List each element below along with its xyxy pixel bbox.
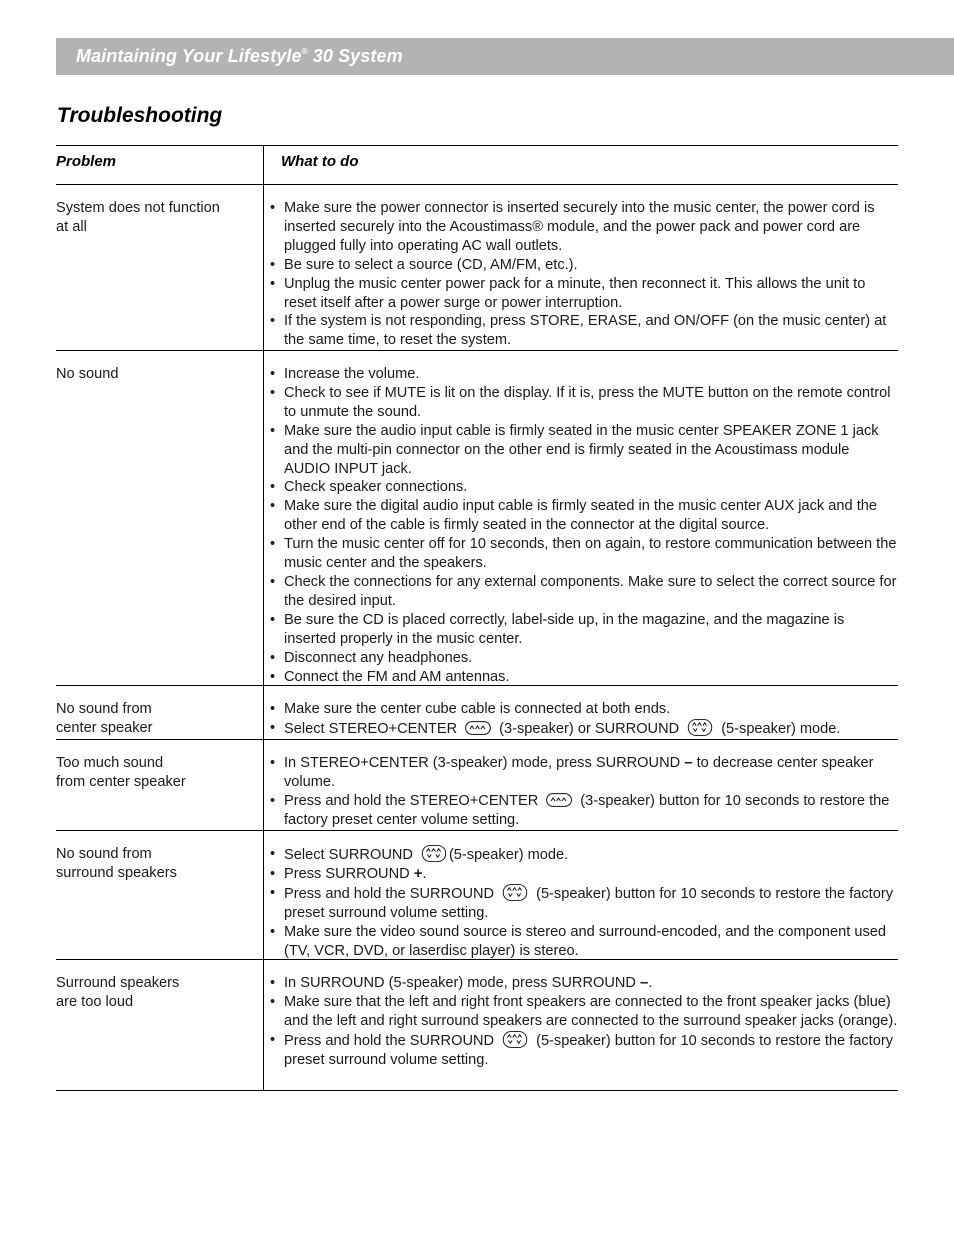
column-header-what-to-do: What to do [281, 153, 359, 170]
solution-list [270, 974, 898, 1070]
surround-5-speaker-icon [502, 884, 528, 901]
minus-symbol: – [640, 974, 649, 991]
table-row [56, 960, 898, 1091]
table-row [56, 185, 898, 351]
column-header-problem: Problem [56, 153, 117, 170]
list-item: • Make sure that the left and right front speakers are connected to the front speaker jacks (blue) and the left and right surround speakers are connected to the surround speaker jacks (orange). [270, 993, 898, 1029]
solution-list [270, 199, 898, 350]
solution-list [270, 754, 898, 830]
list-item: • Be sure the CD is placed correctly, label-side up, in the magazine, and the magazine is inserted properly in the music center. [270, 611, 845, 647]
list-item: • In SURROUND (5-speaker) mode, press SURROUND –. [270, 974, 653, 991]
table-row [56, 351, 898, 686]
problem-cell: Too much sound from center speaker [56, 755, 186, 790]
plus-symbol: + [413, 864, 423, 882]
list-item: • Make sure the video sound source is stereo and surround-encoded, and the component used (TV, VCR, DVD, or laserdisc player) is stereo. [270, 923, 886, 959]
troubleshooting-table [56, 145, 898, 1091]
list-item: • Connect the FM and AM antennas. [270, 668, 510, 685]
section-banner [56, 38, 954, 75]
list-item: • Check speaker connections. [270, 479, 468, 496]
list-item: • Be sure to select a source (CD, AM/FM, etc.). [270, 256, 578, 273]
problem-cell: No sound from center speaker [56, 701, 153, 736]
solution-list [270, 845, 898, 960]
list-item: • Press and hold the SURROUND (5-speaker) button for 10 seconds to restore the factory preset surround volume setting. [270, 1031, 893, 1068]
list-item: • Select SURROUND (5-speaker) mode. [270, 846, 569, 863]
list-item: • Disconnect any headphones. [270, 649, 473, 666]
list-item: • In STEREO+CENTER (3-speaker) mode, press SURROUND – to decrease center speaker volume. [270, 754, 874, 790]
list-item: • Make sure the center cube cable is connected at both ends. [270, 701, 671, 717]
surround-5-speaker-icon [421, 845, 447, 862]
table-header-row [56, 145, 898, 185]
problem-cell: Surround speakers are too loud [56, 975, 180, 1010]
solution-list [270, 700, 898, 739]
stereo-center-3-speaker-icon [465, 721, 491, 735]
table-row [56, 686, 898, 740]
list-item: • Unplug the music center power pack for a minute, then reconnect it. This allows the unit to reset itself after a power surge or power interruption. [270, 275, 866, 311]
problem-cell: No sound from surround speakers [56, 846, 177, 881]
list-item: • Increase the volume. [270, 366, 420, 382]
list-item: • Press and hold the STEREO+CENTER (3-speaker) button for 10 seconds to restore the factory preset center volume setting. [270, 792, 890, 828]
list-item: • Make sure the power connector is inserted securely into the music center, the power cord is inserted securely into the Acoustimass® module, and the power pack and power cord are plugged fully into operating AC wall outlets. [270, 200, 875, 254]
list-item: • Make sure the audio input cable is firmly seated in the music center SPEAKER ZONE 1 jack and the multi-pin connector on the other end is firmly seated in the Acoustimass module AUDIO INPUT jack. [270, 422, 879, 477]
list-item: • Make sure the digital audio input cable is firmly seated in the music center AUX jack and the other end of the cable is firmly seated in the connector at the digital source. [270, 498, 877, 534]
list-item: • Select STEREO+CENTER (3-speaker) or SURROUND (5-speaker) mode. [270, 719, 841, 737]
list-item: • Press SURROUND +. [270, 864, 427, 882]
problem-cell: System does not function at all [56, 200, 220, 235]
list-item: • Press and hold the SURROUND (5-speaker) button for 10 seconds to restore the factory preset surround volume setting. [270, 884, 893, 921]
list-item: • Check the connections for any external components. Make sure to select the correct source for the desired input. [270, 573, 897, 609]
stereo-center-3-speaker-icon [546, 793, 572, 807]
table-row [56, 831, 898, 960]
minus-symbol: – [684, 754, 693, 771]
table-row [56, 740, 898, 831]
list-item: • If the system is not responding, press STORE, ERASE, and ON/OFF (on the music center) at the same time, to reset the system. [270, 313, 887, 349]
list-item: • Check to see if MUTE is lit on the display. If it is, press the MUTE button on the remote control to unmute the sound. [270, 384, 891, 420]
surround-5-speaker-icon [687, 719, 713, 736]
page-title: Troubleshooting [57, 104, 223, 127]
solution-list [270, 365, 898, 686]
list-item: • Turn the music center off for 10 seconds, then on again, to restore communication between the music center and the speakers. [270, 536, 897, 572]
problem-cell: No sound [56, 366, 119, 382]
section-title: Maintaining Your Lifestyle® 30 System [76, 46, 403, 66]
surround-5-speaker-icon [502, 1031, 528, 1048]
